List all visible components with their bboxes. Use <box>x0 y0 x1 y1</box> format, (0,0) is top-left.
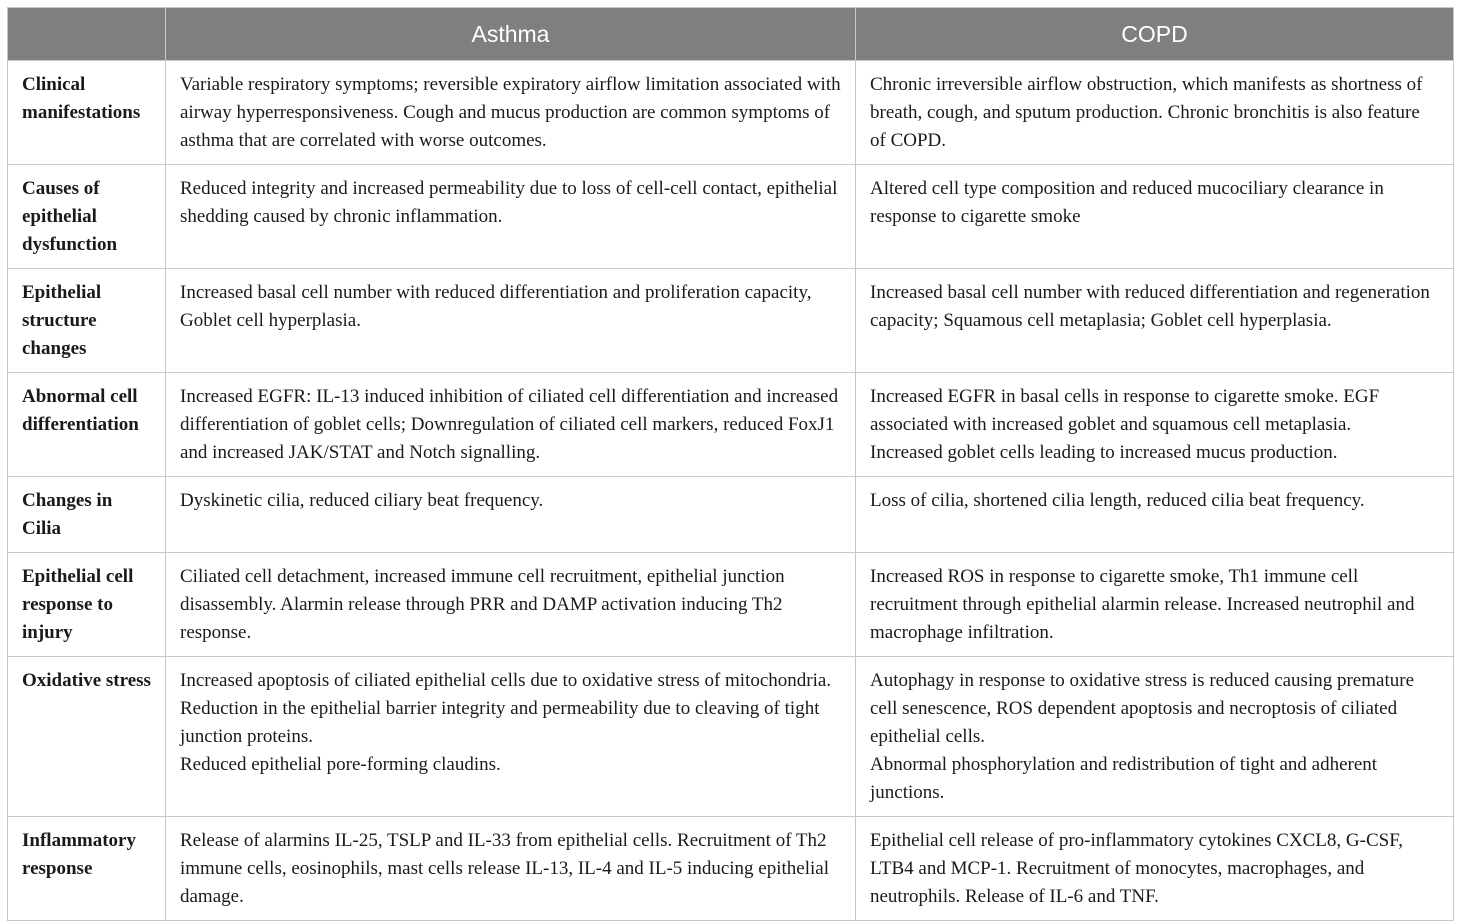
copd-cell: Increased ROS in response to cigarette smoke, Th1 immune cell recruitment through epithelial alarmin release. Increased neutrophil and macrophage infiltration. <box>856 553 1454 657</box>
table-row <box>8 165 1454 269</box>
row-label: Clinical manifestations <box>8 61 166 165</box>
header-corner <box>8 8 166 61</box>
asthma-cell: Increased apoptosis of ciliated epithelial cells due to oxidative stress of mitochondria. Reduction in the epithelial barrier integrity and permeability due to cleaving of tight junction proteins. Reduced epithelial pore-forming claudins. <box>166 657 856 817</box>
row-label: Abnormal cell differentiation <box>8 373 166 477</box>
table-row <box>8 61 1454 165</box>
table-header <box>8 8 1454 61</box>
table-row <box>8 269 1454 373</box>
copd-cell: Loss of cilia, shortened cilia length, reduced cilia beat frequency. <box>856 477 1454 553</box>
copd-cell: Increased basal cell number with reduced differentiation and regeneration capacity; Squamous cell metaplasia; Goblet cell hyperplasia. <box>856 269 1454 373</box>
row-label: Oxidative stress <box>8 657 166 817</box>
asthma-cell: Reduced integrity and increased permeability due to loss of cell-cell contact, epithelial shedding caused by chronic inflammation. <box>166 165 856 269</box>
copd-cell: Chronic irreversible airflow obstruction, which manifests as shortness of breath, cough, and sputum production. Chronic bronchitis is also feature of COPD. <box>856 61 1454 165</box>
table-body <box>8 61 1454 921</box>
header-row <box>8 8 1454 61</box>
comparison-table <box>7 7 1454 921</box>
copd-cell: Increased EGFR in basal cells in response to cigarette smoke. EGF associated with increased goblet and squamous cell metaplasia. Increased goblet cells leading to increased mucus production. <box>856 373 1454 477</box>
asthma-cell: Ciliated cell detachment, increased immune cell recruitment, epithelial junction disassembly. Alarmin release through PRR and DAMP activation inducing Th2 response. <box>166 553 856 657</box>
asthma-cell: Variable respiratory symptoms; reversible expiratory airflow limitation associated with airway hyperresponsiveness. Cough and mucus production are common symptoms of asthma that are correlated with worse outcomes. <box>166 61 856 165</box>
asthma-cell: Dyskinetic cilia, reduced ciliary beat frequency. <box>166 477 856 553</box>
table-row <box>8 657 1454 817</box>
row-label: Changes in Cilia <box>8 477 166 553</box>
copd-cell: Altered cell type composition and reduced mucociliary clearance in response to cigarette smoke <box>856 165 1454 269</box>
header-asthma: Asthma <box>166 8 856 61</box>
table-row <box>8 373 1454 477</box>
table-row <box>8 477 1454 553</box>
asthma-cell: Release of alarmins IL-25, TSLP and IL-33 from epithelial cells. Recruitment of Th2 immune cells, eosinophils, mast cells release IL-13, IL-4 and IL-5 inducing epithelial damage. <box>166 817 856 921</box>
header-copd: COPD <box>856 8 1454 61</box>
row-label: Epithelial structure changes <box>8 269 166 373</box>
asthma-cell: Increased EGFR: IL-13 induced inhibition of ciliated cell differentiation and increased differentiation of goblet cells; Downregulation of ciliated cell markers, reduced FoxJ1 and increased JAK/STAT and Notch signalling. <box>166 373 856 477</box>
row-label: Epithelial cell response to injury <box>8 553 166 657</box>
asthma-cell: Increased basal cell number with reduced differentiation and proliferation capacity, Goblet cell hyperplasia. <box>166 269 856 373</box>
row-label: Causes of epithelial dysfunction <box>8 165 166 269</box>
row-label: Inflammatory response <box>8 817 166 921</box>
copd-cell: Epithelial cell release of pro-inflammatory cytokines CXCL8, G-CSF, LTB4 and MCP-1. Recruitment of monocytes, macrophages, and neutrophils. Release of IL-6 and TNF. <box>856 817 1454 921</box>
copd-cell: Autophagy in response to oxidative stress is reduced causing premature cell senescence, ROS dependent apoptosis and necroptosis of ciliated epithelial cells. Abnormal phosphorylation and redistribution of tight and adherent junctions. <box>856 657 1454 817</box>
table-row <box>8 553 1454 657</box>
table-row <box>8 817 1454 921</box>
